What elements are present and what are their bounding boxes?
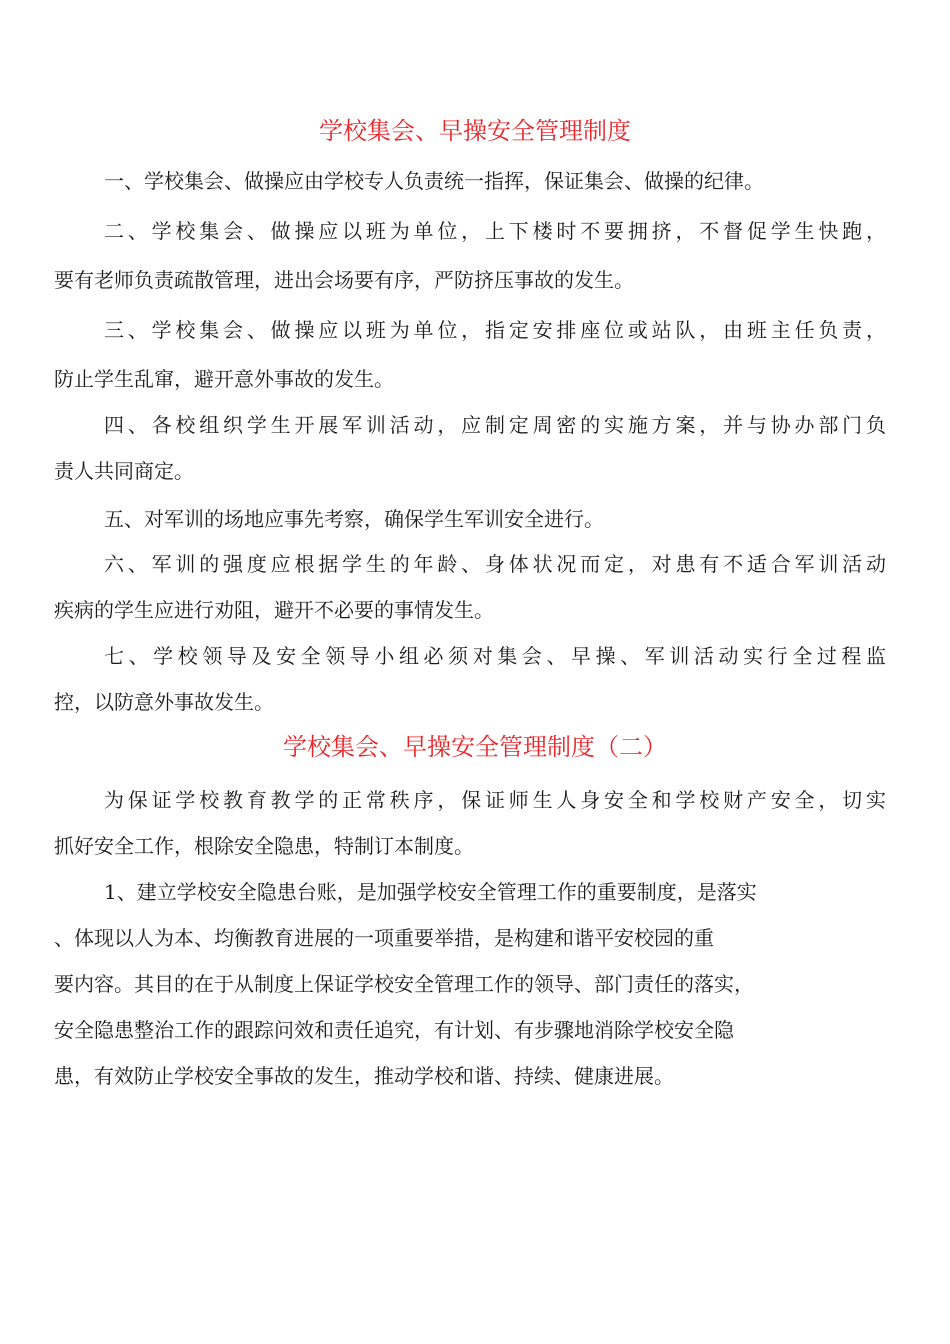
paragraph-line: 三、学校集会、做操应以班为单位，指定安排座位或站队，由班主任负责， — [104, 318, 886, 342]
paragraph-line: 患，有效防止学校安全事故的发生，推动学校和谐、持续、健康进展。 — [54, 1064, 674, 1088]
paragraph-line: 疾病的学生应进行劝阻，避开不必要的事情发生。 — [54, 598, 494, 622]
paragraph-line: 1、建立学校安全隐患台账，是加强学校安全管理工作的重要制度，是落实 — [104, 880, 757, 904]
paragraph-line: 防止学生乱窜，避开意外事故的发生。 — [54, 367, 394, 391]
paragraph-line: 五、对军训的场地应事先考察，确保学生军训安全进行。 — [104, 507, 604, 531]
section-title: 学校集会、早操安全管理制度（二） — [283, 733, 667, 761]
paragraph-line: 安全隐患整治工作的跟踪问效和责任追究，有计划、有步骤地消除学校安全隐 — [54, 1018, 734, 1042]
paragraph-line: 要有老师负责疏散管理，进出会场要有序，严防挤压事故的发生。 — [54, 268, 634, 292]
paragraph-line: 七、学校领导及安全领导小组必须对集会、早操、军训活动实行全过程监 — [104, 644, 886, 668]
paragraph-line: 要内容。其目的在于从制度上保证学校安全管理工作的领导、部门责任的落实， — [54, 972, 754, 996]
paragraph-line: 控，以防意外事故发生。 — [54, 690, 274, 714]
paragraph-line: 一、学校集会、做操应由学校专人负责统一指挥，保证集会、做操的纪律。 — [104, 169, 764, 193]
paragraph-line: 责人共同商定。 — [54, 459, 194, 483]
paragraph-line: 抓好安全工作，根除安全隐患，特制订本制度。 — [54, 834, 474, 858]
document-title: 学校集会、早操安全管理制度 — [319, 117, 631, 145]
paragraph-line: 为保证学校教育教学的正常秩序，保证师生人身安全和学校财产安全，切实 — [104, 788, 886, 812]
paragraph-line: 、体现以人为本、均衡教育进展的一项重要举措，是构建和谐平安校园的重 — [54, 926, 714, 950]
paragraph-line: 六、军训的强度应根据学生的年龄、身体状况而定，对患有不适合军训活动 — [104, 552, 886, 576]
paragraph-line: 二、学校集会、做操应以班为单位，上下楼时不要拥挤，不督促学生快跑， — [104, 219, 886, 243]
paragraph-line: 四、各校组织学生开展军训活动，应制定周密的实施方案，并与协办部门负 — [104, 413, 886, 437]
